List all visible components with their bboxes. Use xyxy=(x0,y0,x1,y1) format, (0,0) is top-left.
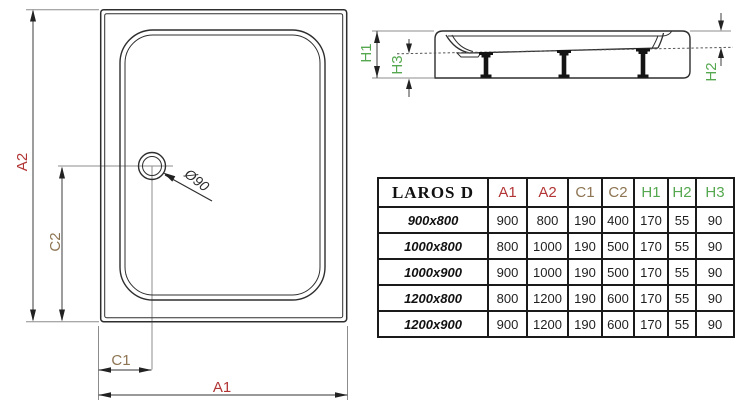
dim-label-h1: H1 xyxy=(358,43,375,63)
size-cell: 1200x800 xyxy=(378,285,488,311)
dimensions-table xyxy=(377,177,735,338)
dim-label-c2: C2 xyxy=(47,232,64,252)
value-cell: 1200 xyxy=(527,285,568,311)
column-header-a2: A2 xyxy=(527,178,568,207)
value-cell: 190 xyxy=(568,285,602,311)
value-cell: 170 xyxy=(634,207,668,233)
side-view-drawing xyxy=(372,13,733,97)
table-title: LAROS D xyxy=(378,178,488,207)
value-cell: 90 xyxy=(696,285,734,311)
column-header-c2: C2 xyxy=(602,178,634,207)
value-cell: 900 xyxy=(488,207,527,233)
column-header-h2: H2 xyxy=(668,178,696,207)
value-cell: 800 xyxy=(527,207,568,233)
value-cell: 170 xyxy=(634,311,668,337)
value-cell: 800 xyxy=(488,285,527,311)
value-cell: 90 xyxy=(696,311,734,337)
value-cell: 170 xyxy=(634,259,668,285)
table-header-row xyxy=(378,178,734,207)
dim-label-h2: H2 xyxy=(703,62,720,82)
dim-label-c1: C1 xyxy=(111,352,131,369)
value-cell: 400 xyxy=(602,207,634,233)
dim-label-a1: A1 xyxy=(212,379,232,396)
size-cell: 1000x900 xyxy=(378,259,488,285)
value-cell: 55 xyxy=(668,233,696,259)
value-cell: 55 xyxy=(668,207,696,233)
table-row xyxy=(378,311,734,337)
value-cell: 600 xyxy=(602,311,634,337)
value-cell: 900 xyxy=(488,311,527,337)
column-header-h1: H1 xyxy=(634,178,668,207)
table-row xyxy=(378,233,734,259)
size-cell: 1200x900 xyxy=(378,311,488,337)
value-cell: 170 xyxy=(634,285,668,311)
value-cell: 190 xyxy=(568,311,602,337)
size-cell: 900x800 xyxy=(378,207,488,233)
column-header-c1: C1 xyxy=(568,178,602,207)
value-cell: 170 xyxy=(634,233,668,259)
drain-diameter-label: Ø90 xyxy=(181,165,213,195)
table-row xyxy=(378,207,734,233)
value-cell: 800 xyxy=(488,233,527,259)
size-cell: 1000x800 xyxy=(378,233,488,259)
value-cell: 500 xyxy=(602,259,634,285)
value-cell: 190 xyxy=(568,259,602,285)
value-cell: 90 xyxy=(696,259,734,285)
value-cell: 1000 xyxy=(527,259,568,285)
value-cell: 190 xyxy=(568,207,602,233)
dim-label-a2: A2 xyxy=(14,152,31,172)
value-cell: 55 xyxy=(668,285,696,311)
value-cell: 600 xyxy=(602,285,634,311)
value-cell: 900 xyxy=(488,259,527,285)
column-header-a1: A1 xyxy=(488,178,527,207)
table-row xyxy=(378,259,734,285)
tray-feet xyxy=(479,49,650,78)
value-cell: 90 xyxy=(696,233,734,259)
column-header-h3: H3 xyxy=(696,178,734,207)
table-row xyxy=(378,285,734,311)
value-cell: 55 xyxy=(668,259,696,285)
dim-label-h3: H3 xyxy=(389,55,406,75)
value-cell: 1000 xyxy=(527,233,568,259)
value-cell: 190 xyxy=(568,233,602,259)
value-cell: 500 xyxy=(602,233,634,259)
value-cell: 1200 xyxy=(527,311,568,337)
top-view-drawing xyxy=(26,10,348,401)
value-cell: 90 xyxy=(696,207,734,233)
value-cell: 55 xyxy=(668,311,696,337)
